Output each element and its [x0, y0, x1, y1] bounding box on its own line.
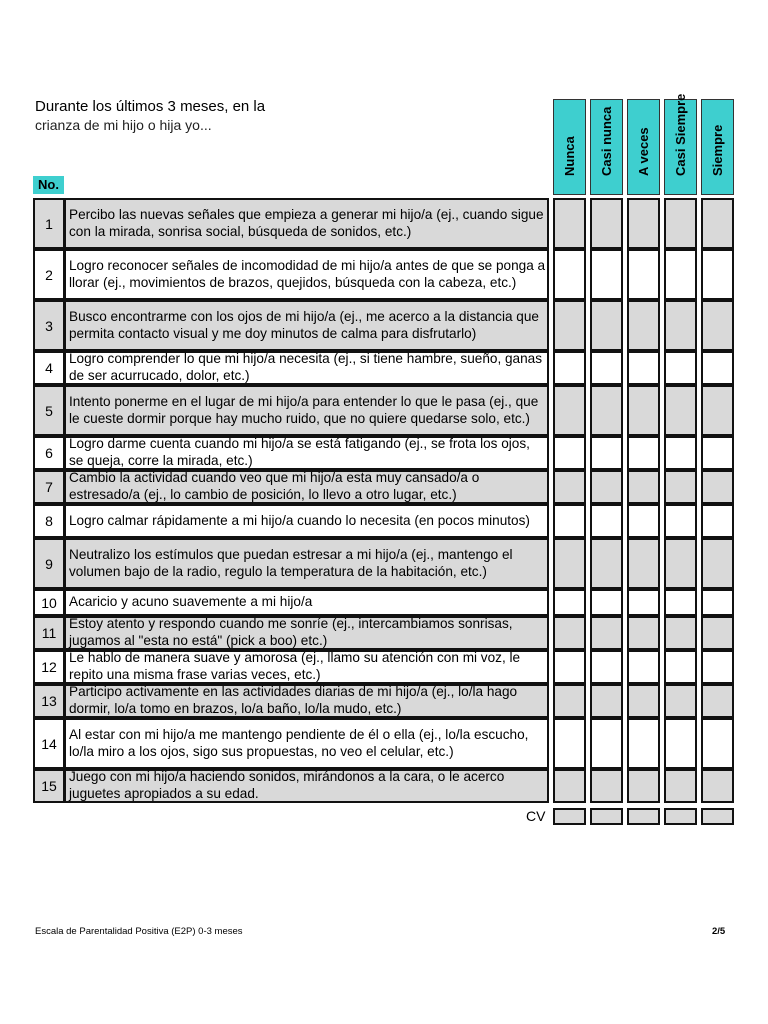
item-text-label: Logro reconocer señales de incomodidad de mi hijo/a antes de que se ponga a llorar (ej., movimientos de brazos, quejidos, búsqueda con la cabeza, etc.) [69, 257, 546, 290]
answer-box-5[interactable] [701, 436, 734, 470]
answer-box-4[interactable] [664, 198, 697, 249]
cv-box-4[interactable] [664, 808, 697, 825]
answer-box-3[interactable] [627, 538, 660, 589]
item-text [65, 436, 549, 470]
answer-box-2[interactable] [590, 538, 623, 589]
item-number: 6 [33, 436, 65, 470]
answer-box-3[interactable] [627, 769, 660, 803]
answer-box-5[interactable] [701, 385, 734, 436]
answer-box-2[interactable] [590, 769, 623, 803]
answer-box-5[interactable] [701, 589, 734, 616]
answer-box-1[interactable] [553, 436, 586, 470]
answer-box-5[interactable] [701, 470, 734, 504]
answer-box-2[interactable] [590, 616, 623, 650]
item-text [65, 249, 549, 300]
answer-box-1[interactable] [553, 504, 586, 538]
item-text-label: Intento ponerme en el lugar de mi hijo/a para entender lo que le pasa (ej., que le cueste dormir porque hay mucho ruido, que no quiere quedarse solo, etc.) [69, 393, 539, 426]
answer-box-2[interactable] [590, 249, 623, 300]
answer-box-3[interactable] [627, 718, 660, 769]
page-number: 2/5 [712, 926, 726, 937]
answer-box-1[interactable] [553, 718, 586, 769]
column-header-label: Casi Siempre [672, 93, 688, 176]
answer-box-4[interactable] [664, 351, 697, 385]
item-text-label: Le hablo de manera suave y amorosa (ej., llamo su atención con mi voz, le repito una misma frase varias veces, etc.) [69, 650, 521, 682]
answer-box-5[interactable] [701, 504, 734, 538]
item-text-label: Al estar con mi hijo/a me mantengo pendiente de él o ella (ej., lo/la escucho, lo/la miro a los ojos, sigo sus propuestas, no veo el celular, etc.) [69, 726, 529, 759]
cv-box-2[interactable] [590, 808, 623, 825]
answer-box-4[interactable] [664, 300, 697, 351]
item-number: 5 [33, 385, 65, 436]
answer-box-3[interactable] [627, 470, 660, 504]
column-header-2 [590, 99, 623, 195]
answer-box-1[interactable] [553, 616, 586, 650]
answer-box-1[interactable] [553, 198, 586, 249]
answer-box-4[interactable] [664, 436, 697, 470]
item-number: 15 [33, 769, 65, 803]
intro-text [35, 98, 265, 134]
answer-box-4[interactable] [664, 684, 697, 718]
answer-box-4[interactable] [664, 589, 697, 616]
answer-box-4[interactable] [664, 538, 697, 589]
column-header-5 [701, 99, 734, 195]
answer-box-1[interactable] [553, 684, 586, 718]
answer-box-2[interactable] [590, 436, 623, 470]
intro-line-1: Durante los últimos 3 meses, en la [35, 98, 266, 115]
answer-box-4[interactable] [664, 504, 697, 538]
item-text-label: Percibo las nuevas señales que empieza a generar mi hijo/a (ej., cuando sigue con la mirada, sonrisa social, búsqueda de sonidos, etc.) [69, 206, 544, 239]
item-text-label: Cambio la actividad cuando veo que mi hijo/a esta muy cansado/a o estresado/a (ej., lo cambio de posición, lo llevo a otro lugar, etc.) [69, 470, 480, 502]
answer-box-3[interactable] [627, 589, 660, 616]
item-text-label: Estoy atento y respondo cuando me sonríe (ej., intercambiamos sonrisas, jugamos al "esta no está" (pick a boo) etc.) [69, 616, 513, 648]
item-text [65, 718, 549, 769]
item-text [65, 538, 549, 589]
answer-box-5[interactable] [701, 300, 734, 351]
answer-box-3[interactable] [627, 249, 660, 300]
answer-box-2[interactable] [590, 385, 623, 436]
item-text [65, 769, 549, 803]
column-header-label: A veces [635, 127, 651, 176]
answer-box-1[interactable] [553, 300, 586, 351]
answer-box-1[interactable] [553, 351, 586, 385]
footer-title: Escala de Parentalidad Positiva (E2P) 0-3 meses [35, 926, 243, 937]
answer-box-5[interactable] [701, 249, 734, 300]
column-header-label: Casi nunca [598, 106, 614, 176]
item-number: 1 [33, 198, 65, 249]
item-number: 14 [33, 718, 65, 769]
answer-box-5[interactable] [701, 616, 734, 650]
answer-box-3[interactable] [627, 616, 660, 650]
item-number: 2 [33, 249, 65, 300]
column-header-label: Siempre [709, 124, 725, 176]
item-text [65, 351, 549, 385]
answer-box-1[interactable] [553, 650, 586, 684]
column-header-1 [553, 99, 586, 195]
number-column-header: No. [33, 176, 64, 194]
item-text [65, 650, 549, 684]
column-header-4 [664, 93, 697, 195]
answer-box-1[interactable] [553, 470, 586, 504]
answer-box-2[interactable] [590, 470, 623, 504]
answer-box-2[interactable] [590, 198, 623, 249]
cv-box-1[interactable] [553, 808, 586, 825]
item-text-label: Logro calmar rápidamente a mi hijo/a cuando lo necesita (en pocos minutos) [69, 512, 530, 528]
answer-box-4[interactable] [664, 650, 697, 684]
answer-box-5[interactable] [701, 351, 734, 385]
cv-label: CV [526, 808, 546, 824]
answer-box-1[interactable] [553, 589, 586, 616]
answer-box-2[interactable] [590, 300, 623, 351]
answer-box-3[interactable] [627, 385, 660, 436]
item-text-label: Busco encontrarme con los ojos de mi hijo/a (ej., me acerco a la distancia que permita contacto visual y me doy minutos de calma para disfrutarlo) [69, 308, 539, 341]
answer-box-5[interactable] [701, 684, 734, 718]
answer-box-3[interactable] [627, 650, 660, 684]
item-number: 7 [33, 470, 65, 504]
answer-box-1[interactable] [553, 769, 586, 803]
item-text [65, 385, 549, 436]
intro-line-2: crianza de mi hijo o hija yo... [35, 117, 212, 133]
answer-box-3[interactable] [627, 684, 660, 718]
answer-box-2[interactable] [590, 684, 623, 718]
answer-box-3[interactable] [627, 198, 660, 249]
answer-box-2[interactable] [590, 718, 623, 769]
cv-box-5[interactable] [701, 808, 734, 825]
item-text [65, 504, 549, 538]
answer-box-2[interactable] [590, 589, 623, 616]
item-text [65, 616, 549, 650]
item-text [65, 470, 549, 504]
answer-box-4[interactable] [664, 385, 697, 436]
item-number: 10 [33, 589, 65, 616]
answer-box-3[interactable] [627, 436, 660, 470]
answer-box-4[interactable] [664, 718, 697, 769]
answer-box-4[interactable] [664, 616, 697, 650]
answer-box-5[interactable] [701, 769, 734, 803]
item-text-label: Juego con mi hijo/a haciendo sonidos, mirándonos a la cara, o le acerco juguetes apropiados a su edad. [69, 769, 505, 801]
answer-box-1[interactable] [553, 538, 586, 589]
item-text [65, 684, 549, 718]
answer-box-2[interactable] [590, 504, 623, 538]
item-text-label: Acaricio y acuno suavemente a mi hijo/a [69, 594, 313, 610]
item-number: 3 [33, 300, 65, 351]
item-number: 13 [33, 684, 65, 718]
answer-box-5[interactable] [701, 538, 734, 589]
answer-box-3[interactable] [627, 300, 660, 351]
item-text [65, 300, 549, 351]
answer-box-4[interactable] [664, 769, 697, 803]
item-number: 4 [33, 351, 65, 385]
answer-box-4[interactable] [664, 249, 697, 300]
column-header-3 [627, 99, 660, 195]
item-text-label: Logro darme cuenta cuando mi hijo/a se está fatigando (ej., se frota los ojos, se queja, corre la mirada, etc.) [69, 436, 530, 468]
item-number: 11 [33, 616, 65, 650]
answer-box-5[interactable] [701, 198, 734, 249]
answer-box-3[interactable] [627, 351, 660, 385]
item-text-label: Logro comprender lo que mi hijo/a necesita (ej., si tiene hambre, sueño, ganas de ser acurrucado, dolor, etc.) [69, 351, 543, 383]
answer-box-1[interactable] [553, 385, 586, 436]
item-text [65, 198, 549, 249]
answer-box-1[interactable] [553, 249, 586, 300]
column-header-label: Nunca [561, 136, 577, 176]
answer-box-5[interactable] [701, 718, 734, 769]
item-number: 8 [33, 504, 65, 538]
answer-box-4[interactable] [664, 470, 697, 504]
answer-box-2[interactable] [590, 351, 623, 385]
item-number: 12 [33, 650, 65, 684]
answer-box-5[interactable] [701, 650, 734, 684]
answer-box-2[interactable] [590, 650, 623, 684]
answer-box-3[interactable] [627, 504, 660, 538]
item-text-label: Participo activamente en las actividades diarias de mi hijo/a (ej., lo/la hago dormir, lo/a tomo en brazos, lo/a baño, lo/la mudo, etc.) [69, 684, 518, 716]
item-number: 9 [33, 538, 65, 589]
item-text [65, 589, 549, 616]
cv-box-3[interactable] [627, 808, 660, 825]
item-text-label: Neutralizo los estímulos que puedan estresar a mi hijo/a (ej., mantengo el volumen bajo de la radio, regulo la temperatura de la habitación, etc.) [69, 546, 513, 579]
